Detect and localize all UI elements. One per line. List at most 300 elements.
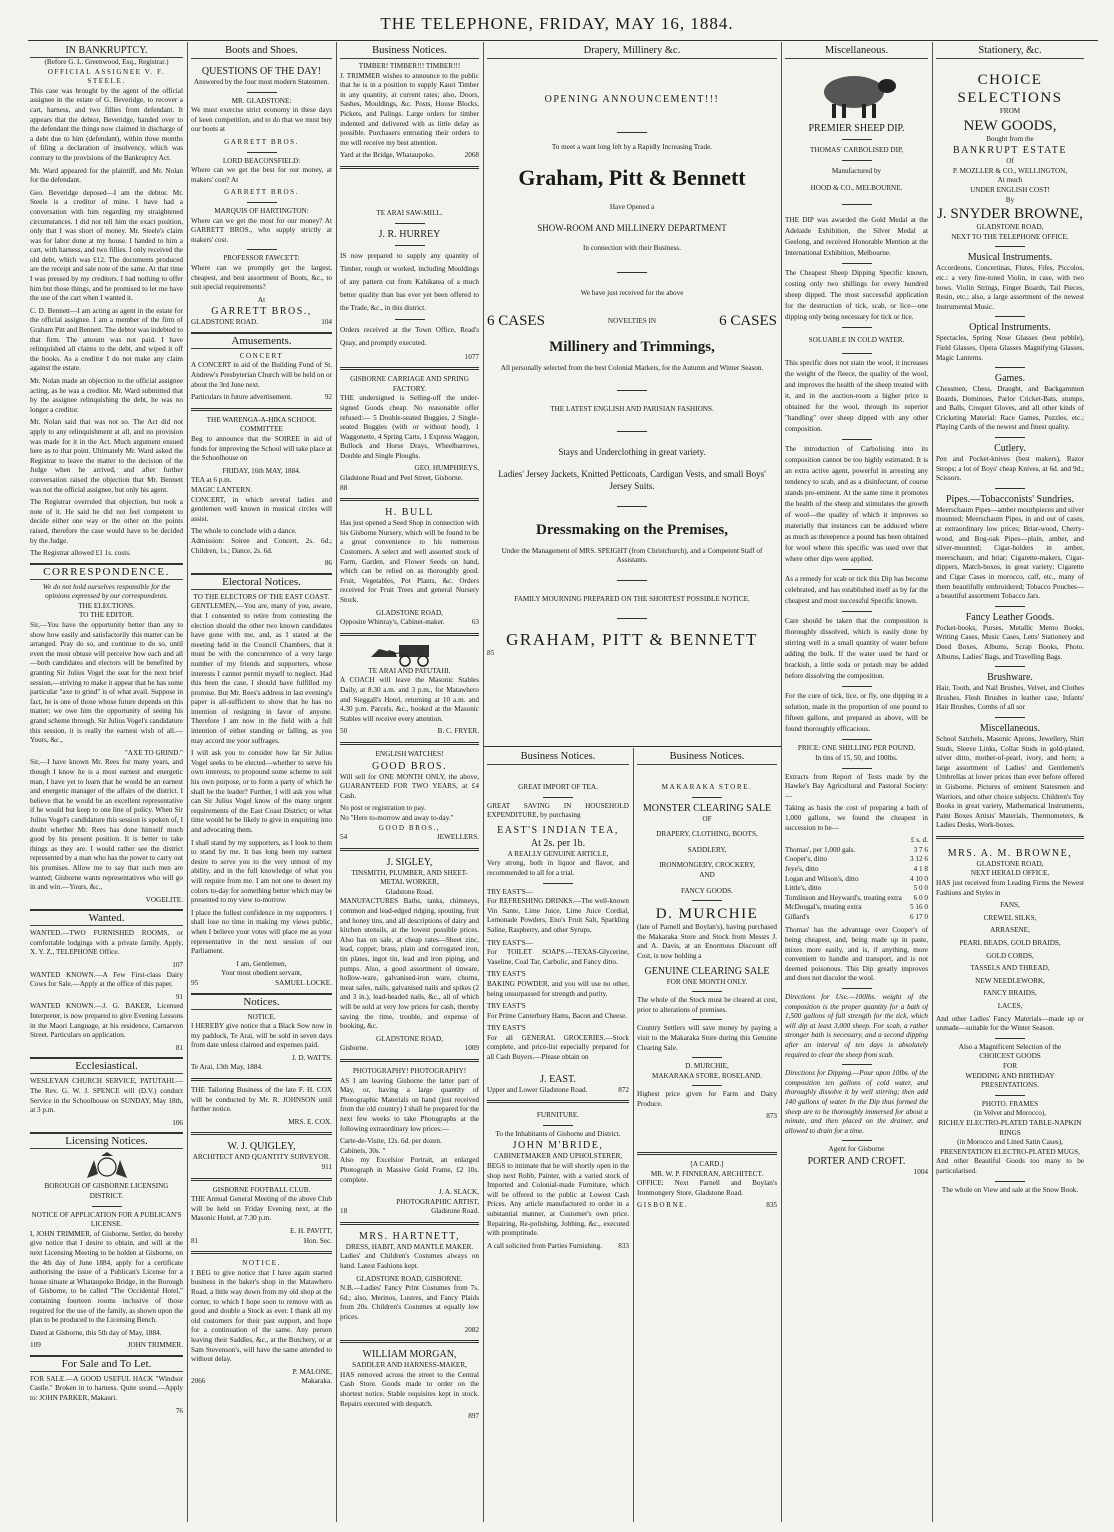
notices-heading: Notices. — [191, 993, 332, 1010]
bankruptcy-assignee: OFFICIAL ASSIGNEE V. F. STEELE. — [47, 67, 166, 86]
divider — [995, 1095, 1025, 1096]
school-tea: TEA at 6 p.m. — [191, 476, 232, 485]
electoral-title: TO THE ELECTORS OF THE EAST COAST. — [193, 592, 330, 601]
watch-note: No post or registration to pay. — [340, 804, 426, 813]
divider — [842, 739, 872, 740]
tea-price: At 2s. per 1b. — [530, 837, 586, 849]
cases-left: 6 CASES — [487, 313, 545, 330]
divider — [692, 797, 722, 798]
snyder-address: GLADSTONE ROAD, — [976, 223, 1044, 232]
watch-signature: GOOD BROS., — [378, 823, 441, 832]
divider — [995, 437, 1025, 438]
dip-table-row — [785, 855, 928, 865]
electoral-close: Your most obedient servant, — [221, 969, 302, 978]
dressmaking-line: Dressmaking on the Premises, — [536, 521, 728, 538]
sale-line: SADDLERY, — [687, 845, 727, 854]
stays-line: Stays and Underclothing in great variety. — [558, 446, 706, 457]
bankruptcy-paragraph: Mr. Nolan made an objection to the official assignee acting, as he was a creditor. Mr. Ward submitted that by the assignee relinquishing the debt, he was no longer a creditor. — [30, 377, 183, 414]
misc-heading: Miscellaneous. — [785, 44, 928, 59]
electoral-heading: Electoral Notices. — [191, 573, 332, 590]
mrs-browne-item: CREWEL SILKS, — [983, 913, 1037, 922]
dip-paragraph: For the cure of tick, lice, or fly, one dipping in a solution, made in the proportion of one pound to fifteen gallons, and prepared as above, will be found thoroughly efficacious. — [785, 692, 928, 734]
try-heading: TRY EAST'S — [487, 1024, 526, 1033]
east-footer — [487, 1086, 629, 1096]
divider — [692, 1019, 722, 1020]
dip-table-name: Tomlinson and Heyward's, treating extra — [785, 893, 902, 902]
section-text: Pocket-books, Purses, Metallic Memo Books, Writing Cases, Music Cases, Letts' Stationery and Deed Boxes, Albums, Scrap Books, Photo. Albums, Ladies' Bags, and Travelling Bags. — [936, 623, 1084, 661]
murchie-name: D. MURCHIE — [655, 906, 759, 923]
wanted-heading: Wanted. — [30, 909, 183, 926]
divider — [191, 408, 332, 411]
dip-table-name: Cooper's, ditto — [785, 855, 828, 864]
ad-number: 2066 — [191, 1377, 206, 1386]
divider — [617, 580, 647, 581]
morgan-text: HAS removed across the street to the Central Cash Store. Goods made to order on the shortest notice. Stable requisites kept in stock. Repairs executed with despatch. — [340, 1370, 479, 1408]
royal-arms-crest-icon — [84, 1152, 130, 1182]
photo-text: Also my Excelsior Portrait, an enlarged Photograph in Massive Gold Frame, £2 10s. complete. — [340, 1156, 479, 1184]
quigley-title: ARCHITECT AND QUANTITY SURVEYOR. — [192, 1153, 331, 1162]
coach-text: A COACH will leave the Masonic Stables Daily, at 8.30 a.m. and 3 p.m., for Matawhero and Sieggall's Hotel, returning at 10 a.m. and 4.30 p.m. Parcels, &c., booked at the Masonic Stables will receive every attention. — [340, 676, 479, 723]
electoral-paragraph: I will ask you to consider how far Sir Julius Vogel seeks to be elected—whether to serve his own interests, to propound some scheme to suit his own purpose, or to form a party of which he shall be the leader? Further, I will ask you what can Sir Julius Vogel know of the many urgent requirements of the East Coast District; or what time would he be likely to give in enquiring into and advocating them. — [191, 749, 332, 834]
dip-table-value: 3 12 6 — [910, 855, 928, 864]
ad-number: 1004 — [913, 1167, 928, 1176]
dip-cost-table — [785, 846, 928, 923]
divider — [617, 132, 647, 133]
dip-table-name: Gillard's — [785, 912, 810, 921]
mrs-browne-address: GLADSTONE ROAD, — [976, 859, 1044, 868]
football-title: GISBORNE FOOTBALL CLUB. — [212, 1185, 311, 1194]
try-text: For TOILET SOAPS.—TEXAS-Glycerine, Vaseline, Coal Tar, Carbolic, and Fancy ditto. — [487, 948, 629, 966]
ad-number: 911 — [321, 1163, 332, 1172]
ad-number: 873 — [766, 1112, 777, 1121]
photo-price: Carte-de-Visite, 12s. 6d. per dozen. — [340, 1137, 442, 1146]
electoral-close: I am, Gentlemen, — [236, 959, 287, 968]
divider — [617, 272, 647, 273]
finneran-office: OFFICE: Next Parnell and Boylan's Ironmongery Store, Gladstone Road. — [637, 1179, 777, 1197]
divider — [842, 1064, 872, 1065]
new-goods: NEW GOODS, — [963, 117, 1057, 134]
ad-number: 85 — [487, 649, 495, 658]
dip-table-value: 4 1 8 — [913, 864, 928, 873]
dip-table-row — [785, 884, 928, 894]
sale-line: IRONMONGERY, CROCKERY, — [659, 861, 755, 870]
mrs-browne-presentation: PRESENTATION ELECTRO-PLATED MUGS, — [940, 1147, 1080, 1156]
mrs-browne-beautiful: And other Beautiful Goods too many to be particularised. — [936, 1157, 1084, 1175]
photo-text: AS I am leaving Gisborne the latter part of May, or, having a large quantity of Photographic Materials on hand (just received from the old country) I shall be prepared for the next few weeks to take Photographs at the following extraordinary low prices:— — [340, 1076, 479, 1133]
divider — [842, 988, 872, 989]
cases-right: 6 CASES — [719, 313, 777, 330]
column-divider — [633, 748, 634, 1522]
divider — [842, 768, 872, 769]
notice-signature: MRS. E. COX. — [288, 1117, 332, 1126]
ad-number: 1009 — [464, 1044, 479, 1053]
cases-row — [487, 312, 777, 330]
divider — [617, 618, 647, 619]
sigley-address: Gladstone Road. — [385, 887, 434, 896]
novelties: NOVELTIES IN — [607, 316, 657, 325]
notice-text: I BEG to give notice that I have again started business in the baker's shop in the Matawhero Road, a little way down from my old shop at the corner, to which I hope soon to remove with as good and double a Stock as ever. I thank all my old customers for their past support, and hope for a continuation of the same. Any person leaving their Saddles, &c., at the Butchery, or at Sam Stevenson's, will have the same attended to without delay. — [191, 1268, 332, 1364]
school-admission: Admission: Soiree and Concert, 2s. 6d.; Children, 1s.; Dance, 2s. 6d. — [191, 536, 332, 555]
sawmill-title: TE ARAI SAW-MILL. — [376, 208, 443, 217]
divider — [842, 327, 872, 328]
section-text: Meerschaum Pipes—amber mouthpieces and silver mounted; Meerschaum Pipes, in and out of cases, at extraordinary low prices; Briar-wood, Cherry-wood, and Bog-oak Pipes—plain, amber, and silver-mounted; Cigar-holders in amber, meerschaum, and briar; Cigarette-makers, Cigar-dippers, Match-boxes, in great variety; Cigarette and Cigar Cases in morocco, calf, etc., many of them beautifully embroidered; Tobacco Pouches—a beautiful assortment Tobacco Jars. — [936, 505, 1084, 601]
statesman-text: Where can we get the best for our money, at makers' cost? At — [191, 166, 332, 184]
divider — [487, 1100, 629, 1103]
dip-paragraph: Thomas' has the advantage over Cooper's of being cheapest, and, being made up in paste, mixes more easily, and is, if anything, more convenient to handle and transport, and is not deemed poisonous. This Dip greatly improves and does not discolor the wool. — [785, 926, 928, 983]
try-text: For REFRESHING DRINKS.—The well-known Vin Sante, Lime Juice, Lime Juice Cordial, Lemonade Powders, Eno's Fruit Salt, Sparkling Saline, Raspberry, and other Syrups. — [487, 897, 629, 934]
morgan-title: SADDLER AND HARNESS-MAKER, — [352, 1361, 467, 1370]
divider — [637, 1152, 777, 1155]
mrs-browne-item: FANCY BRAIDS, — [983, 989, 1037, 998]
ad-number: 2082 — [464, 1325, 479, 1334]
column-divider — [187, 42, 188, 1522]
divider — [340, 166, 479, 169]
licensing-notice-title: NOTICE OF APPLICATION FOR A PUBLICAN'S LICENSE. — [31, 1210, 182, 1229]
hartnett-text: Ladies' and Children's Costumes always on hand. Latest Fashions kept. — [340, 1252, 479, 1271]
to-the-editor: TO THE EDITOR. — [79, 611, 134, 620]
notice-text: THE Tailoring Business of the late F. H. COX will be conducted by Mr. R. JOHNSON until further notice. — [191, 1086, 332, 1114]
choice-selections: CHOICE SELECTIONS — [957, 72, 1063, 106]
dip-taking: Taking as basis the cost of preparing a bath of 1,000 gallons, we found the cheapest in succession to be— — [785, 804, 928, 832]
section-text: Spectacles, Spring Nose Glasses (best pebble), Field Glasses, Opera Glasses Magnifying Glasses, Magic Lanterns. — [936, 334, 1084, 362]
ad-number: 18 — [340, 1207, 348, 1216]
dip-table-value: 3 7 6 — [913, 845, 928, 854]
business-heading: Business Notices. — [637, 750, 777, 765]
section-title: Games. — [994, 373, 1026, 385]
ad-number: 86 — [324, 559, 332, 568]
mrs-browne-cases: (in Morocco and Lined Satin Cases), — [957, 1138, 1063, 1147]
football-footer — [191, 1237, 332, 1247]
sale-heading: For Sale and To Let. — [30, 1355, 183, 1372]
divider — [842, 160, 872, 161]
try-text: For all GENERAL GROCERIES.—Stock complete, and price-list especially prepared for all Cash Buyers.—Please obtain on — [487, 1033, 629, 1062]
sawmill-orders: Orders received at the Town Office, Read's Quay, and promptly executed. — [340, 325, 479, 347]
notice-text: I HEREBY give notice that a Black Sow now in my paddock, Te Arai, will be sold in seven days from date unless claimed and expenses paid. — [191, 1022, 332, 1050]
divider — [995, 246, 1025, 247]
divider — [692, 1057, 722, 1058]
dip-table-row — [785, 903, 928, 913]
school-magic: MAGIC LANTERN. — [191, 486, 253, 494]
football-role: Hon. Sec. — [303, 1236, 332, 1245]
masthead: THE TELEPHONE, FRIDAY, MAY 16, 1884. — [380, 14, 734, 33]
ad-number: 50 — [340, 727, 348, 736]
mrs-browne-item: GOLD CORDS, — [986, 951, 1034, 960]
firm-name: Graham, Pitt & Bennett — [518, 164, 746, 190]
monster-sale: MONSTER CLEARING SALE — [642, 802, 772, 814]
country-settlers: Country Settlers will save money by paying a visit to the Makaraka Store during this Genuine Clearing Sale. — [637, 1024, 777, 1052]
electoral-paragraph: I shall stand by my supporters, as I look to them to stand by me. It has long been my earnest desire to serve you to the very utmost of my ability, and in the full knowledge of what you will require from me. I am not one to desert my colors to-day for something better which may be presented to my view to-morrow. — [191, 838, 332, 905]
church-service-ad: WESLEYAN CHURCH SERVICE, PATUTAHI.—The Rev. G. W. J. SPENCE will (D.V.) conduct Service in the Schoolhouse on SUNDAY, May 18th, at 3 p.m. — [30, 1077, 183, 1115]
have-opened: Have Opened a — [609, 202, 655, 211]
dip-table-value: 6 0 0 — [913, 893, 928, 902]
ad-number: 88 — [340, 483, 348, 492]
bankruptcy-paragraph: The Registrar allowed £1 1s. costs. — [30, 549, 131, 558]
statesman-name: MR. GLADSTONE: — [231, 96, 292, 105]
snyder-name: J. SNYDER BROWNE, — [937, 206, 1083, 223]
wanted-ad: WANTED KNOWN.—J. G. BAKER, Licensed Interpreter, is now prepared to give Evening Lessons in the Maori Language, at his residence, Carnarvon Street. Particulars on application. — [30, 1002, 183, 1040]
address-line — [191, 318, 332, 328]
sawmill-name: J. R. HURREY — [378, 228, 441, 240]
bankrupt-estate: BANKRUPT ESTATE — [952, 145, 1068, 157]
sigley-address: GLADSTONE ROAD, — [376, 1034, 443, 1043]
business-heading: Business Notices. — [487, 750, 629, 765]
divider — [395, 319, 425, 320]
bull-address: GLADSTONE ROAD, — [376, 608, 443, 617]
mrs-browne-item: TASSELS AND THREAD, — [970, 964, 1050, 973]
mrs-browne-photo: PHOTO. FRAMES — [981, 1099, 1039, 1108]
school-title: THE WARENGA-A-HIKA SCHOOL COMMITTEE — [206, 415, 317, 434]
divider — [340, 367, 479, 370]
showroom-line: SHOW-ROOM AND MILLINERY DEPARTMENT — [537, 223, 727, 234]
divider — [995, 1038, 1025, 1039]
divider — [340, 498, 479, 501]
bought-line: Bought from the — [986, 134, 1034, 143]
divider — [995, 1181, 1025, 1182]
school-dance: The whole to conclude with a dance. — [191, 527, 297, 536]
finneran-footer — [637, 1201, 777, 1211]
mrs-browne-item: ARRASENE, — [990, 926, 1030, 935]
divider — [995, 606, 1025, 607]
hartnett-title: MRS. HARTNETT, — [358, 1230, 461, 1242]
firm-name-footer: GRAHAM, PITT & BENNETT — [506, 630, 758, 650]
column-4 — [487, 750, 629, 1522]
bull-address: Opposite Whinray's, Cabinet-maker. — [340, 618, 445, 627]
mrs-browne-for: FOR — [1003, 1061, 1017, 1070]
licensing-borough: BOROUGH OF GISBORNE LICENSING DISTRICT. — [44, 1182, 169, 1200]
connection-line: In connection with their Business. — [582, 244, 681, 253]
statesman-text: Where can we promptly get the largest, cheapest, and best assortment of Boots, &c., to suit special requirements? — [191, 263, 332, 292]
section-text: School Satchels, Masonic Aprons, Jewellery, Shirt Studs, Sleeve Links, Collar Studs in gold-plated, silver ditto, mother-of-pearl, ivory, and horn; a large assortment of Ladies' and Gentlemen's Umbrellas at lower prices than ever before offered in Gisborne. Pictures of eminent Statesmen and Warriors, and other choice subjects. Children's Toy Books in great variety, Mathematical Instruments, Paint Boxes Artists' Materials, Thermometers, & Ladies Desks, Work-boxes. — [936, 734, 1084, 830]
divider — [191, 1132, 332, 1135]
ad-number: 81 — [175, 1043, 183, 1052]
under-cost: UNDER ENGLISH COST! — [970, 185, 1050, 194]
business-heading: Business Notices. — [340, 44, 479, 59]
statesman-name: MARQUIS OF HARTINGTON: — [214, 206, 309, 215]
divider — [842, 139, 872, 140]
dip-agent-name: PORTER AND CROFT. — [807, 1155, 906, 1167]
section-text: Hair, Tooth, and Nail Brushes, Velvet, and Clothes Brushes, Flesh Brushes in leather case, Infants' Hair Brushes, Combs of all sor — [936, 684, 1084, 712]
dip-table-name: Logan and Wilson's, ditto — [785, 874, 859, 883]
concert-more: Particulars in future advertisement. — [191, 393, 292, 402]
timber-text: J. TRIMMER wishes to announce to the public that he is in a position to supply Kauri Timber in any quantity, at current rates; also, Doors, Sashes, Mouldings, &c. Posts, House Blocks, Pickets, and Palings. Large orders for timber indented and delivered with as little delay as possible. Purchasers entrusting their orders to me will receive my best attention. — [340, 71, 479, 147]
divider — [842, 204, 872, 205]
dip-tins: In tins of 15, 50, and 100lbs. — [815, 753, 898, 762]
mrs-browne-items — [936, 901, 1084, 1011]
licensing-body: I, JOHN TRIMMER, of Gisborne, Settler, do hereby give notice that I desire to obtain, and will at the next Licensing Meeting to be holden at Gisborne, on the 4th day of June 1884, apply for a certificate authorising the issue of a Publican's License for a house situate at Whataupoko Bridge, in the Borough of Gisborne, to be called "The Occidental Hotel," containing fourteen rooms inclusive of those required for the use of the family, as shown upon the plan to be produced to the Licensing Bench. — [30, 1229, 183, 1325]
ad-number: 81 — [191, 1236, 199, 1245]
football-text: THE Annual General Meeting of the above Club will be held on Friday Evening next, at the Masonic Hotel, at 7.30 p.m. — [191, 1195, 332, 1223]
licensing-signature: JOHN TRIMMER. — [127, 1341, 183, 1350]
wanted-ad: WANTED.—TWO FURNISHED ROOMS, or comfortable lodgings with a private family. Apply, X. Y. Z., TELEPHONE Office. — [30, 929, 183, 957]
statesman-at: At — [257, 295, 266, 304]
furniture-to: To the Inhabitants of Gisborne and District. — [495, 1129, 621, 1138]
letter-paragraph: Sir,—I have known Mr. Rees for many years, and though I know he is a most earnest and energetic man, I have yet to learn that he would be an earnest and energetic manager of the affairs of the district. I believe that he would be an excellent representative if he would but keep to one line of policy. When Sir Julius Vogel's candidature this session is spoken of, I doubt whether Mr. Rees has done himself much good by his present position. It is better to take things as they are. I would rather see the district represented by a man who has the power to carry out his promises. Allow me to say that such men are wanted; Gisborne wants representatives who will go in and win.—Yours, &c., — [30, 758, 183, 892]
of-line: Of — [1006, 157, 1014, 166]
divider — [617, 390, 647, 391]
sigley-address: Gisborne. — [340, 1044, 369, 1053]
letter-paragraph: Sir,—You have the opportunity better than any to show how easily and satisfactorily this matter can be arranged. Pray do so, and continue to do so, until even the most obtuse will perceive how each and all—both candidates and electors will be benefited by granting Sir Julius Vogel the seat for the next brief session,—striving to make it appear that he has some particular "axe to grind" is of what avail. Suppose in fact, he is one of those whose future depends on this matter; we owe him the opportunity of seeing his grand scheme through. Sir Julius Vogel's candidature this session, it is really the earnest wish of all.—Yours, &c., — [30, 621, 183, 745]
genuine-sale: GENUINE CLEARING SALE — [644, 965, 770, 977]
school-concert: CONCERT, in which several ladies and gentlemen well known in musical circles will assist. — [191, 495, 332, 523]
divider — [543, 883, 573, 884]
tea-strong: Very strong, both in liquor and flavor, and recommended to all for a trial. — [487, 859, 629, 877]
dip-paragraph: THE DIP was awarded the Gold Medal at the Adelaide Exhibition, the Silver Medal at Geelong, and received Honorable Mention at the International Exhibition, Melbourne. — [785, 215, 928, 257]
sale-line: DRAPERY, CLOTHING, BOOTS, — [656, 830, 758, 839]
section-rule — [484, 746, 781, 747]
section-title: Cutlery. — [994, 443, 1026, 455]
divider — [842, 1140, 872, 1141]
amusements-heading: Amusements. — [191, 332, 332, 349]
mrs-browne-item: LACES, — [997, 1002, 1023, 1010]
dip-paragraph: As a remedy for scab or tick this Dip has become celebrated, and has established itself as by far the cheapest and most successful Specific known. — [785, 575, 928, 606]
carriage-address: Gladstone Road and Peel Street, Gisborne. — [340, 474, 463, 483]
dip-soluble: SOLUABLE IN COLD WATER. — [808, 335, 905, 344]
sale-of: OF — [702, 814, 712, 823]
try-heading: TRY EAST'S— — [487, 938, 533, 947]
mrs-browne-velvet: (in Velvet and Morocco), — [973, 1109, 1047, 1118]
watch-footer — [340, 833, 479, 843]
dip-table-value: 6 17 0 — [910, 912, 928, 921]
dip-table-row — [785, 913, 928, 923]
licensing-dated: Dated at Gisborne, this 5th day of May, 1884. — [30, 1328, 162, 1337]
tea-title: GREAT IMPORT OF TEA. — [518, 783, 598, 791]
received-line: We have just received for the above — [580, 288, 684, 297]
divider — [340, 848, 479, 851]
divider — [995, 367, 1025, 368]
column-6 — [785, 44, 928, 1522]
divider — [191, 1078, 332, 1081]
school-date: FRIDAY, 16th MAY, 1884. — [222, 466, 301, 475]
section-title: Optical Instruments. — [969, 322, 1051, 334]
bull-title: H. BULL — [385, 507, 434, 519]
timber-footer — [340, 151, 479, 161]
section-title: Brushware. — [987, 672, 1033, 684]
notice-footer — [191, 1377, 332, 1387]
tea-text: GREAT SAVING IN HOUSEHOLD EXPENDITURE, by purchasing — [487, 801, 629, 820]
firm-name: GARRETT BROS. — [224, 188, 299, 197]
mrs-browne-text: HAS just received from Leading Firms the Newest Fashions and Styles in — [936, 879, 1084, 897]
divider — [340, 1059, 479, 1062]
murchie-text: (late of Parnell and Boylan's), having purchased the Makaraka Store and Stock from Messrs J. and A. Davis, at an Enormous Discount off Cost, is now holding a — [637, 923, 777, 960]
divider — [842, 263, 872, 264]
bankruptcy-paragraph: Mr. Ward appeared for the plaintiff, and Mr. Nolan for the defendant. — [30, 166, 183, 185]
electoral-signature: SAMUEL LOCKE. — [275, 978, 332, 987]
statesman-name: LORD BEACONSFIELD: — [222, 156, 301, 165]
divider — [340, 742, 479, 745]
wanted-ad: WANTED KNOWN.—A Few First-class Dairy Cows for Sale.—Apply at the office of this paper. — [30, 970, 183, 989]
divider — [191, 1251, 332, 1254]
finneran-place: GISBORNE. — [637, 1201, 689, 1210]
furniture-title: FURNITURE. — [536, 1111, 580, 1120]
boots-heading: Boots and Shoes. — [191, 44, 332, 59]
correspondence-title: CORRESPONDENCE. — [30, 563, 183, 580]
questions-subtitle: Answered by the four most modern Statesmen. — [193, 78, 330, 86]
furniture-text: BEGS to intimate that he will shortly open in the shop next Robb, Painter, with a varied stock of Imported and Colonial-made Furniture, which will be offered to the public at Lowest Cash Prices. Any article manufactured to order in a substantial manner, at Customer's own price. Repairing, Re-polishing, Jobbing, &c., executed with promptitude. — [487, 1162, 629, 1238]
ad-number: 106 — [172, 1118, 183, 1127]
ad-number: 76 — [175, 1406, 183, 1415]
ad-number: 1077 — [464, 352, 479, 361]
by-line: By — [1005, 195, 1015, 204]
section-title: Musical Instruments. — [967, 252, 1053, 264]
section-text: Accordeons, Concertinas, Flutes, Fifes, Piccolos, etc.: a very fine-toned Violin, in case, with two bows. Violin Strings, Finger Boards, Tail Pieces, Resin, etc.; also, a large assortment of the newest Instrumental Music. — [936, 264, 1084, 311]
bankruptcy-paragraph: The Registrar overruled that objection, but took a note of it. He said he did not feel competent to decide either one way or the other on the points raised, therefore the case would have to be decided by the Judge. — [30, 498, 183, 545]
mrs-browne-wedding: WEDDING AND BIRTHDAY PRESENTATIONS. — [965, 1071, 1055, 1090]
coach-footer — [340, 727, 479, 737]
address: GLADSTONE ROAD. — [191, 318, 258, 327]
try-text: For Prime Canterbury Hams, Bacon and Cheese. — [487, 1011, 628, 1020]
try-heading: TRY EAST'S — [487, 970, 526, 979]
divider — [936, 836, 1084, 839]
divider — [692, 900, 722, 901]
carriage-text: THE undersigned is Selling-off the under-signed Goods cheap. No reasonable offer refused:— 5 Double-seated Buggies, 2 Single-seated Buggies (with or without hood), 1 Waggonette, 4 Spring Carts, 1 Express Waggon, Bullock and Horse Drays, Wheelbarrows, Double and Single Ploughs. — [340, 394, 479, 460]
finneran-name: MR. W. P. FINNERAN, ARCHITECT. — [650, 1169, 764, 1178]
section-title: Fancy Leather Goods. — [965, 611, 1055, 623]
ad-number: 54 — [340, 833, 348, 842]
mrs-browne-name: MRS. A. M. BROWNE, — [947, 847, 1073, 859]
column-divider — [781, 42, 782, 1522]
watch-text: Will sell for ONE MONTH ONLY, the above, GUARANTEED FOR TWO YEARS, at £4 Cash. — [340, 772, 479, 800]
bankruptcy-title: IN BANKRUPTCY. — [30, 44, 183, 58]
divider — [995, 717, 1025, 718]
divider — [247, 249, 277, 250]
divider — [191, 1178, 332, 1181]
dip-subtitle: THOMAS' CARBOLISED DIP, — [810, 146, 903, 154]
watch-note: No "Here to-morrow and away to-day." — [340, 813, 454, 822]
ad-number: 63 — [471, 618, 479, 627]
watch-role: JEWELLERS. — [436, 833, 479, 842]
millinery-line: Millinery and Trimmings, — [549, 339, 715, 356]
notice-date: Te Arai, 13th May, 1884. — [191, 1063, 263, 1072]
electoral-signature-line — [191, 979, 332, 989]
ad-number: 872 — [618, 1085, 629, 1094]
divider — [692, 991, 722, 992]
sale-ad: FOR SALE.—A GOOD USEFUL HACK "Windsor Castle." Broken in to harness. Quite sound.—Apply to: JOHN PARKER, Makauri. — [30, 1374, 183, 1403]
sale-line: FANCY GOODS. — [681, 886, 733, 895]
divider — [340, 1222, 479, 1225]
coach-title: TE ARAI AND PATUTAHI. — [368, 666, 451, 675]
photo-address: Gladstone Road. — [431, 1207, 479, 1216]
column-3 — [340, 44, 479, 1522]
concert-footer — [191, 393, 332, 403]
football-signature: E. H. PAVITT, — [290, 1227, 332, 1235]
column-divider — [932, 42, 933, 1522]
dip-table-row — [785, 865, 928, 875]
from-line: FROM — [999, 107, 1021, 115]
furniture-close: A call solicited from Parties Furnishing. — [487, 1241, 602, 1250]
mrs-browne-view: The whole on View and sale at the Snow Book. — [941, 1185, 1079, 1194]
dip-price: PRICE: ONE SHILLING PER POUND, — [797, 744, 916, 753]
dip-directions: Directions for Use.—100lbs. weight of the composition is the proper quantity for a bath of 1,500 gallons of full strength for the tick, which will dip at least 3,000 sheep. For scab, a rather stronger bath is necessary, and a second dipping after an interval of ten days is absolutely required to clear the sheep from scab. — [785, 993, 928, 1059]
at-much: At much — [997, 176, 1023, 185]
opening-announcement: OPENING ANNOUNCEMENT!!! — [544, 94, 720, 105]
photo-title: PHOTOGRAPHY! PHOTOGRAPHY! — [352, 1066, 467, 1075]
dip-table-value: 5 16 0 — [910, 903, 928, 912]
ad-number: 95 — [191, 978, 199, 987]
notice-signature: J. D. WATTS. — [292, 1053, 332, 1062]
divider — [995, 666, 1025, 667]
sheep-icon — [812, 62, 902, 122]
divider — [247, 152, 277, 153]
firm-name: GARRETT BROS., — [211, 306, 312, 318]
coach-signature: B. C. FRYER. — [437, 727, 479, 736]
dip-agent: Agent for Gisborne — [828, 1145, 885, 1154]
column-divider — [483, 42, 484, 1522]
bull-text: Has just opened a Seed Shop in connection with his Gisborne Nursery, which will be found to be a great convenience to his numerous Customers. A select and well assorted stock of Farm, Garden, and Flower Seeds on hand, which can be relied on as thoroughly good. Fruit, Vegetables, Pot Plants, &c. Orders received for Fruit Trees and general Nursery Stock. — [340, 519, 479, 604]
morgan-name: WILLIAM MORGAN, — [362, 1349, 457, 1361]
watch-title: ENGLISH WATCHES! — [375, 749, 444, 758]
notice-title: NOTICE. — [242, 1259, 281, 1268]
drapery-section — [487, 44, 777, 744]
